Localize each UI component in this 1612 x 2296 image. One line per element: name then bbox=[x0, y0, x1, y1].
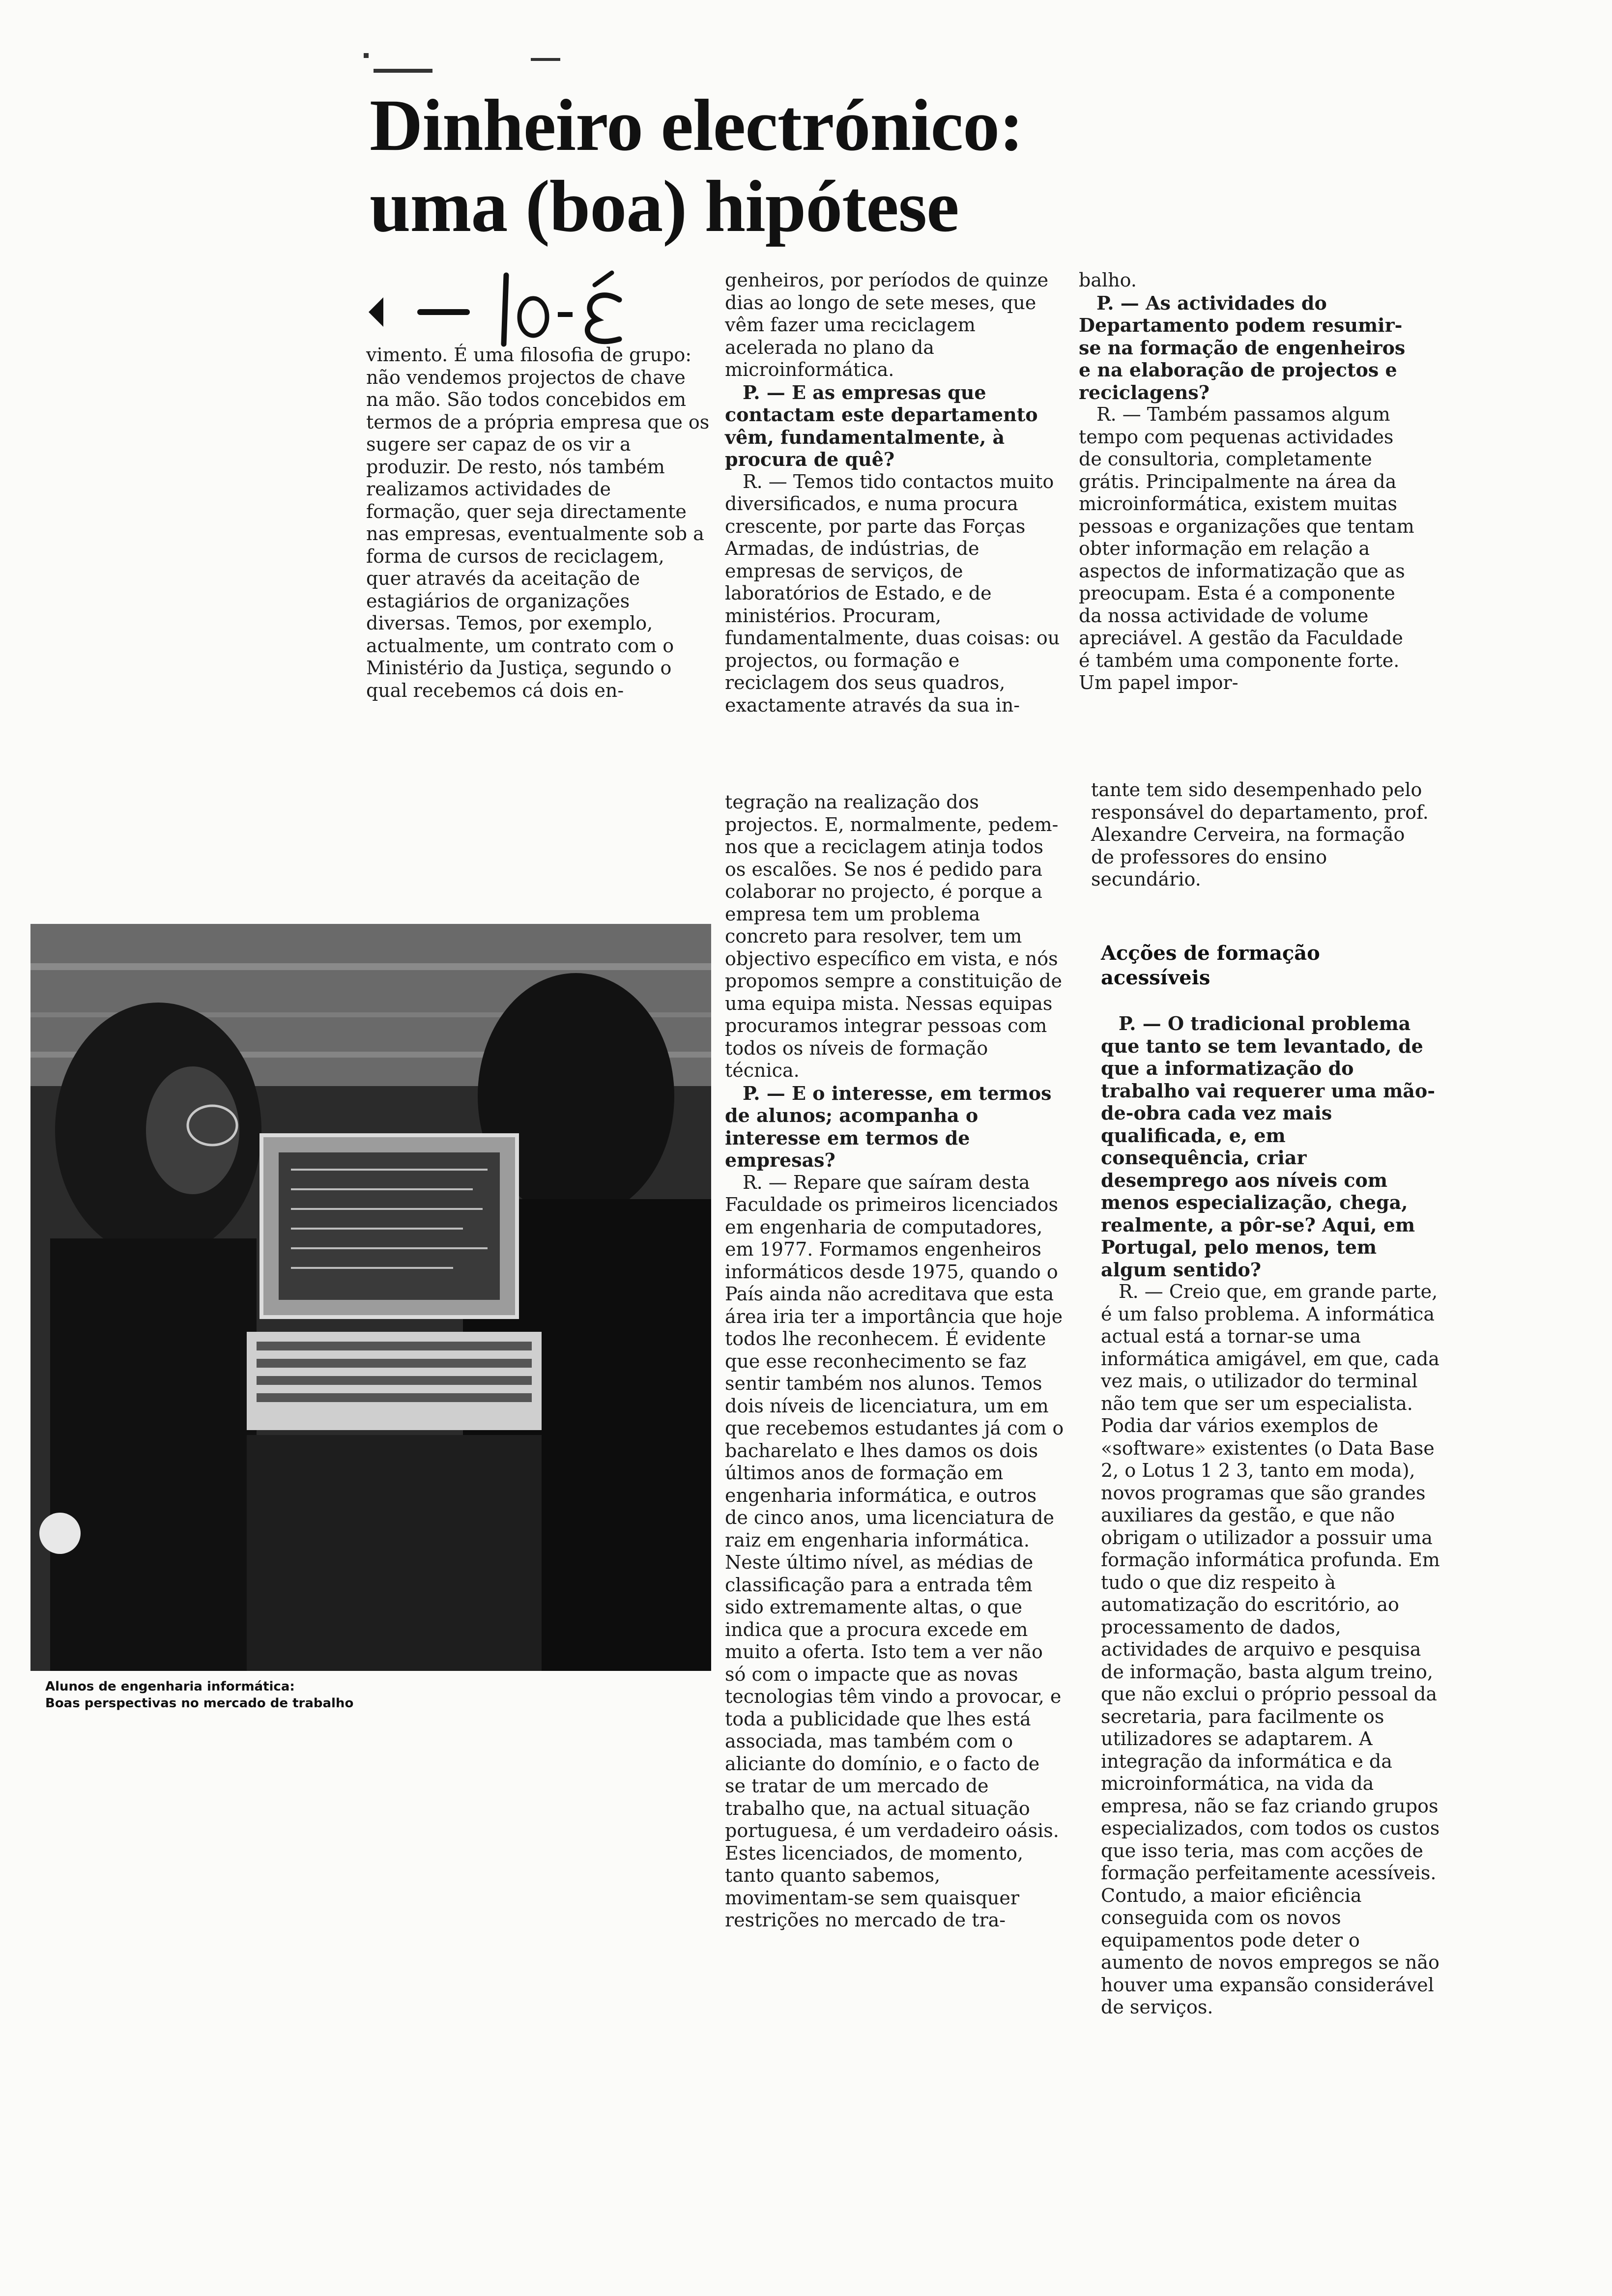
caption-line2: Boas perspectivas no mercado de trabalho bbox=[45, 1696, 354, 1711]
caption-line1: Alunos de engenharia informática: bbox=[45, 1679, 295, 1694]
headline-line1: Dinheiro electrónico: bbox=[370, 85, 1024, 166]
section-subheading: Acções de formação acessíveis bbox=[1101, 942, 1320, 989]
headline-line2: uma (boa) hipótese bbox=[370, 166, 959, 247]
handwritten-annotation bbox=[364, 265, 718, 349]
paragraph: tegração na realização dos projectos. E, normalmente, pedem-nos que a reciclagem atinja todos os escalões. Se nos é pedido para colaborar no projecto, é porque a empresa tem um problema concreto para resolver, tem um objectivo específico em vista, e nós propomos sempre a constituição de uma equipa mista. Nessas equipas procuramos integrar pessoas com todos os níveis de formação técnica. bbox=[725, 791, 1063, 1081]
question-paragraph: P. — O tradicional problema que tanto se tem levantado, de que a informatização do trabalho vai requerer uma mão-de-obra cada vez mais qualificada, e, em consequência, criar desemprego aos níveis com menos especialização, chega, realmente, a pôr-se? Aqui, em Portugal, pelo menos, tem algum sentido? bbox=[1101, 1012, 1436, 1281]
paragraph: vimento. É uma filosofia de grupo: não vendemos projectos de chave na mão. São todos concebidos em termos de a própria empresa que os sugere ser capaz de os vir a produzir. De resto, nós também realizamos actividades de formação, quer seja directamente nas empresas, eventualmente sob a forma de cursos de reciclagem, quer através da aceitação de estagiários de organizações diversas. Temos, por exemplo, actualmente, um contrato com o Ministério da Justiça, segundo o qual recebemos cá dois en- bbox=[366, 344, 710, 701]
arrow-left-icon bbox=[369, 297, 383, 327]
photo-students-computer bbox=[30, 924, 711, 1671]
column-3-top-text bbox=[1079, 269, 1418, 694]
question-paragraph: P. — E as empresas que contactam este departamento vêm, fundamentalmente, à procura de quê? bbox=[725, 381, 1038, 470]
column-3-bottom-text bbox=[1091, 779, 1430, 891]
answer-paragraph: R. — Repare que saíram desta Faculdade os primeiros licenciados em engenharia de computadores, em 1977. Formamos engenheiros informáticos desde 1975, quando o País ainda não acreditava que esta área iria ter a importância que hoje todos lhe reconhecem. É evidente que esse reconhecimento se faz sentir também nos alunos. Temos dois níveis de licenciatura, um em que recebemos estudantes já com o bacharelato e lhes damos os dois últimos anos de formação em engenharia informática, e outros de cinco anos, uma licenciatura de raiz em engenharia informática. Neste último nível, as médias de classificação para a entrada têm sido extremamente altas, o que indica que a procura excede em muito a oferta. Isto tem a ver não só com o impacte que as novas tecnologias têm vindo a provocar, e toda a publicidade que lhes está associada, mas também com o aliciante do domínio, e o facto de se tratar de um mercado de trabalho que, na actual situação portuguesa, é um verdadeiro oásis. Estes licenciados, de momento, tanto quanto sabemos, movimentam-se sem quaisquer restrições no mercado de tra- bbox=[725, 1171, 1064, 1931]
scan-speck bbox=[364, 53, 369, 58]
question-paragraph: P. — As actividades do Departamento podem resumir-se na formação de engenheiros e na elaboração de projectos e reciclagens? bbox=[1079, 291, 1406, 403]
paragraph: tante tem sido desempenhado pelo responsável do departamento, prof. Alexandre Cerveira, na formação de professores do ensino secundário. bbox=[1091, 779, 1429, 890]
question-paragraph: P. — E o interesse, em termos de alunos; acompanha o interesse em termos de empresas? bbox=[725, 1082, 1052, 1171]
answer-paragraph: R. — Também passamos algum tempo com pequenas actividades de consultoria, completamente grátis. Principalmente na área da microinformática, existem muitas pessoas e organizações que tentam obter informação em relação a aspectos de informatização que as preocupam. Esta é a componente da nossa actividade de volume apreciável. A gestão da Faculdade é também uma componente forte. Um papel impor- bbox=[1079, 403, 1414, 693]
photo-caption bbox=[45, 1678, 699, 1712]
answer-paragraph: R. — Creio que, em grande parte, é um falso problema. A informática actual está a tornar-se uma informática amigável, em que, cada vez mais, o utilizador do terminal não tem que ser um especialista. Podia dar vários exemplos de «software» existentes (o Data Base 2, o Lotus 1 2 3, tanto em moda), novos programas que são grandes auxiliares da gestão, e que não obrigam o utilizador a possuir uma formação informática profunda. Em tudo o que diz respeito à automatização do escritório, ao processamento de dados, actividades de arquivo e pesquisa de informação, basta algum treino, que não exclui o próprio pessoal da secretaria, para facilmente os utilizadores se adaptarem. A integração da informática e da microinformática, na vida da empresa, não se faz criando grupos especializados, com todos os custos que isso teria, mas com acções de formação perfeitamente acessíveis. Contudo, a maior eficiência conseguida com os novos equipamentos pode deter o aumento de novos empregos se não houver uma expansão considerável de serviços. bbox=[1101, 1281, 1440, 2018]
scan-speck bbox=[531, 58, 560, 61]
answer-paragraph: R. — Temos tido contactos muito diversificados, e numa procura crescente, por parte das Forças Armadas, de indústrias, de empresas de serviços, de laboratórios de Estado, e de ministérios. Procuram, fundamentalmente, duas coisas: ou projectos, ou formação e reciclagem dos seus quadros, exactamente através da sua in- bbox=[725, 470, 1060, 716]
column-2-bottom-text bbox=[725, 791, 1064, 1932]
scan-speck bbox=[374, 69, 432, 73]
column-1-text bbox=[366, 344, 710, 702]
paragraph: balho. bbox=[1079, 269, 1137, 291]
column-3-section-text bbox=[1101, 1012, 1440, 2019]
paragraph: genheiros, por períodos de quinze dias ao longo de sete meses, que vêm fazer uma reciclagem acelerada no plano da microinformática. bbox=[725, 269, 1049, 380]
column-2-top-text bbox=[725, 269, 1062, 717]
photo-illustration bbox=[30, 924, 711, 1671]
